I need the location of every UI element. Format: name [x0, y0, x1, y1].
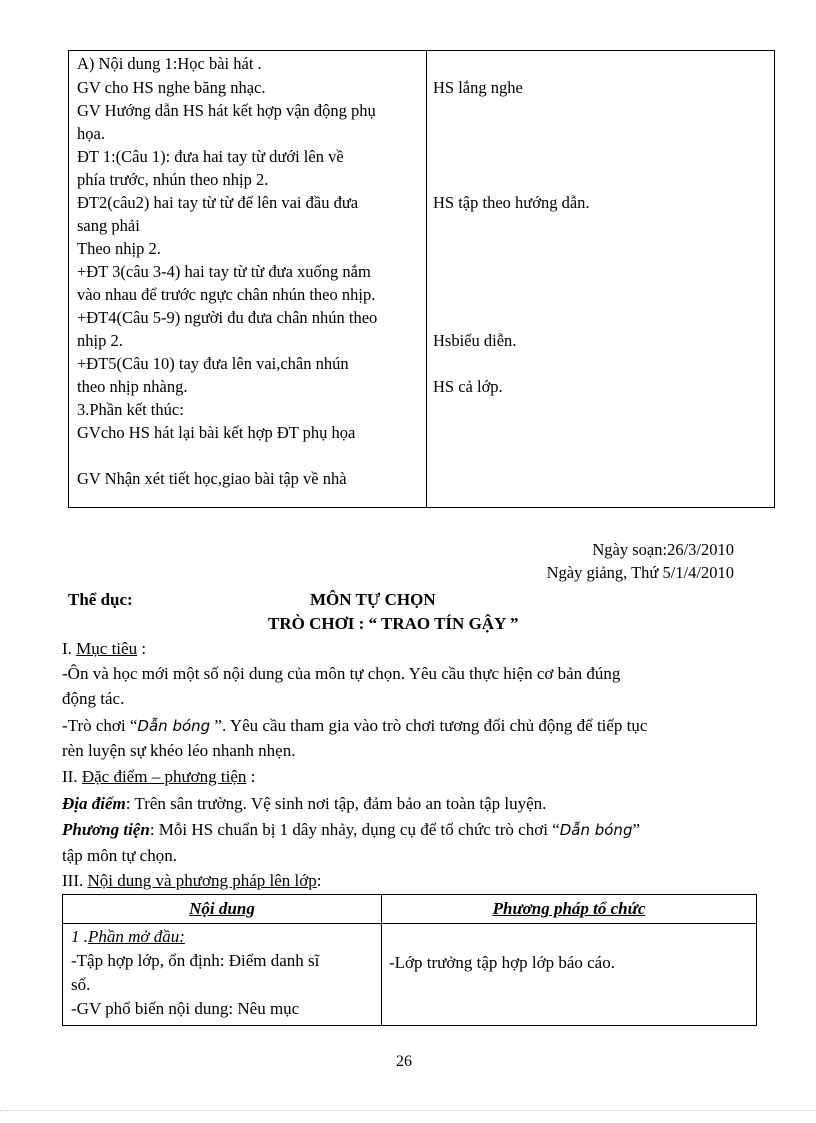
subject-label: Thể dục:: [68, 590, 133, 609]
objectives-heading: I. Mục tiêu :: [62, 639, 147, 658]
activity-line: +ĐT 3(câu 3-4) hai tay từ từ đưa xuống nắm: [77, 262, 371, 281]
method-table: [62, 894, 757, 1026]
column-divider: [426, 51, 427, 507]
activity-line: Theo nhịp 2.: [77, 239, 161, 258]
activity-line: sang phải: [77, 216, 140, 235]
features-heading: II. Đặc điểm – phương tiện :: [62, 767, 256, 786]
content-line: -GV phổ biến nội dung: Nêu mục: [71, 999, 300, 1018]
activity-line: ĐT2(câu2) hai tay từ từ để lên vai đầu đưa: [77, 193, 359, 212]
activity-line: ĐT 1:(Câu 1): đưa hai tay từ dưới lên về: [77, 147, 344, 166]
features-place: Địa điểm: Trên sân trường. Vệ sinh nơi tập, đảm bảo an toàn tập luyện.: [62, 794, 547, 813]
activity-line: +ĐT4(Câu 5-9) người đu đưa chân nhún theo: [77, 308, 378, 327]
content-line: số.: [71, 975, 91, 994]
objectives-line: rèn luyện sự khéo léo nhanh nhẹn.: [62, 741, 296, 760]
content-heading: III. Nội dung và phương pháp lên lớp:: [62, 871, 322, 890]
activity-line: GVcho HS hát lại bài kết hợp ĐT phụ họa: [77, 423, 356, 442]
activity-line: phía trước, nhún theo nhịp 2.: [77, 170, 269, 189]
activity-line: vào nhau để trước ngực chân nhún theo nhịp.: [77, 285, 376, 304]
page-edge: [0, 1110, 816, 1111]
student-activity: Hsbiểu diễn.: [433, 331, 517, 350]
activity-line: A) Nội dung 1:Học bài hát .: [77, 54, 262, 73]
activity-line: theo nhịp nhàng.: [77, 377, 188, 396]
activity-table: [68, 50, 775, 508]
student-activity: HS cả lớp.: [433, 377, 503, 396]
features-means: Phương tiện: Mỗi HS chuẩn bị 1 dây nhảy, dụng cụ để tổ chức trò chơi “Dẫn bóng”: [62, 820, 641, 839]
column-header-method: Phương pháp tổ chức: [492, 899, 646, 918]
activity-line: GV cho HS nghe băng nhạc.: [77, 78, 266, 97]
features-means-line2: tập môn tự chọn.: [62, 846, 177, 865]
content-line: -Tập hợp lớp, ổn định: Điểm danh sĩ: [71, 951, 320, 970]
objectives-line: động tác.: [62, 689, 125, 708]
activity-line: nhịp 2.: [77, 331, 123, 350]
column-header-content: Nội dung: [189, 899, 255, 918]
date-prepared: Ngày soạn:26/3/2010: [592, 540, 734, 559]
objectives-line: -Ôn và học mới một số nội dung của môn tự chọn. Yêu cầu thực hiện cơ bản đúng: [62, 664, 621, 683]
part-heading: 1 .Phần mở đầu:: [71, 927, 185, 946]
activity-line: GV Hướng dẫn HS hát kết hợp vận động phụ: [77, 101, 376, 120]
student-activity: HS tập theo hướng dẫn.: [433, 193, 590, 212]
date-taught: Ngày giảng, Thứ 5/1/4/2010: [546, 563, 734, 582]
lesson-subtitle: TRÒ CHƠI : “ TRAO TÍN GẬY ”: [268, 614, 519, 633]
student-activity: HS lắng nghe: [433, 78, 523, 97]
method-line: -Lớp trưởng tập hợp lớp báo cáo.: [389, 953, 615, 972]
activity-line: họa.: [77, 124, 105, 143]
page-number: 26: [396, 1053, 412, 1070]
activity-line: GV Nhận xét tiết học,giao bài tập về nhà: [77, 469, 347, 488]
activity-line: +ĐT5(Câu 10) tay đưa lên vai,chân nhún: [77, 354, 349, 373]
lesson-title: MÔN TỰ CHỌN: [310, 590, 436, 609]
objectives-line: -Trò chơi “Dẫn bóng ”. Yêu cầu tham gia vào trò chơi tương đối chủ động để tiếp tục: [62, 716, 648, 735]
activity-line: 3.Phần kết thúc:: [77, 400, 184, 419]
